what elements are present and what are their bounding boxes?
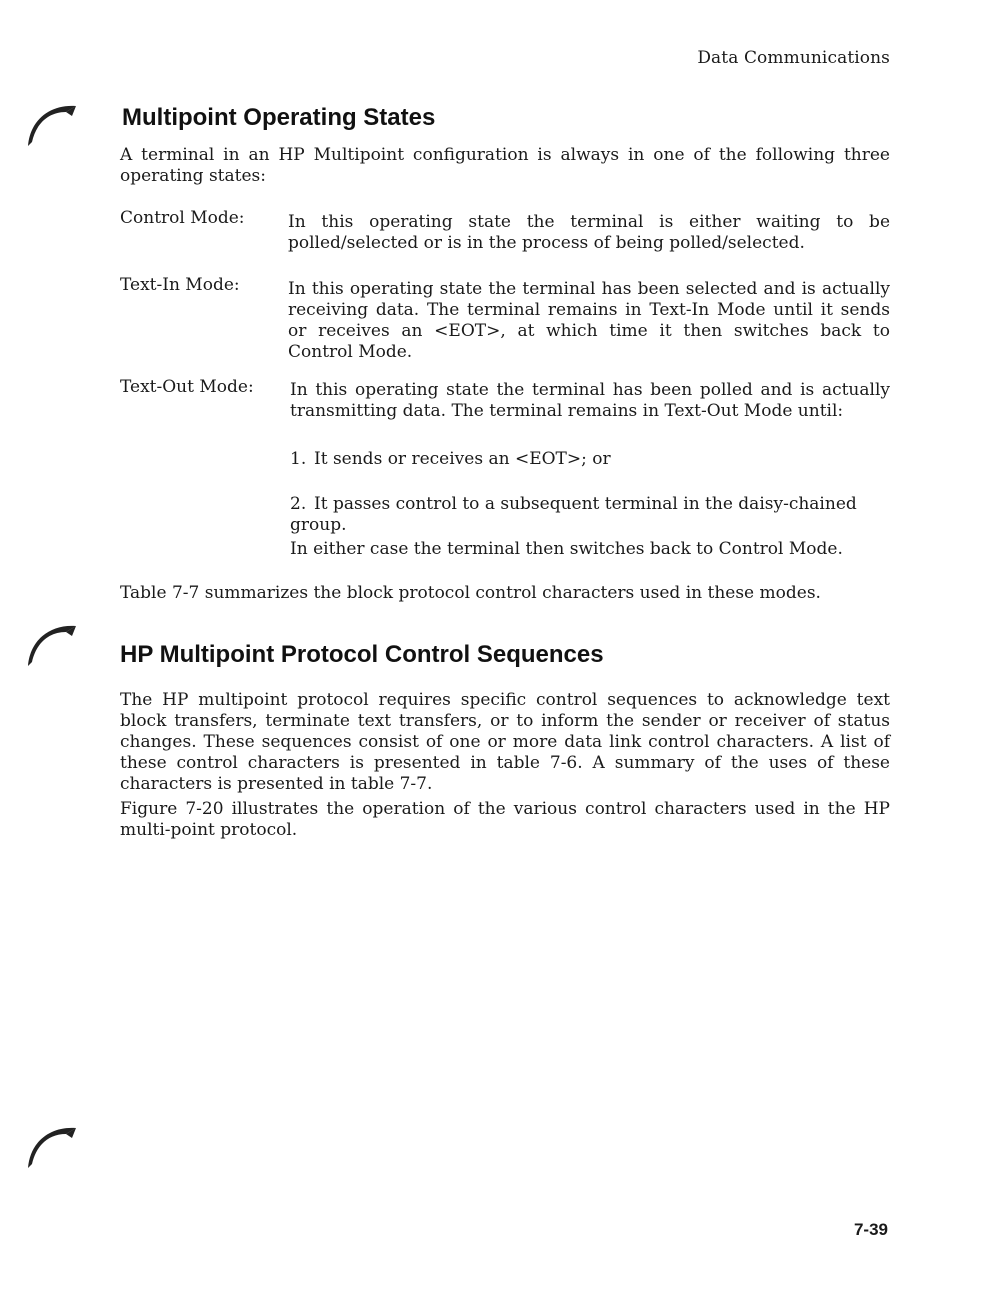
figure-reference-paragraph: Figure 7-20 illustrates the operation of the various control characters used in the HP multi-point protocol.: [120, 799, 890, 840]
definition-text-in-mode: In this operating state the terminal has been selected and is actually receiving data. The terminal remains in Text-In Mode until it sends or receives an <EOT>, at which time it then switches back to Control Mode.: [288, 279, 890, 362]
list-item: [290, 494, 890, 536]
definition-control-mode: In this operating state the terminal is either waiting to be polled/selected or is in the process of being polled/selected.: [288, 212, 890, 253]
term-control-mode: Control Mode:: [120, 208, 245, 228]
list-item-text: It sends or receives an <EOT>; or: [314, 449, 611, 469]
list-item-text: It passes control to a subsequent terminal in the daisy-chained group.: [290, 494, 857, 535]
list-item-number: 1.: [290, 449, 307, 469]
binder-hole-mark-icon: [26, 618, 86, 678]
text-out-closing: In either case the terminal then switches back to Control Mode.: [290, 539, 843, 559]
binder-hole-mark-icon: [26, 1120, 86, 1180]
page-number: 7-39: [853, 1220, 888, 1239]
binder-hole-mark-icon: [26, 98, 86, 158]
list-item-number: 2.: [290, 494, 307, 514]
running-header: Data Communications: [697, 48, 890, 68]
term-text-in-mode: Text-In Mode:: [120, 275, 240, 295]
control-sequences-paragraph: The HP multipoint protocol requires specific control sequences to acknowledge text block transfers, terminate text transfers, or to inform the sender or receiver of status changes. These sequences consist of one or more data link control characters. A list of these control characters is presented in table 7-6. A summary of the uses of these characters is presented in table 7-7.: [120, 690, 890, 794]
term-text-out-mode: Text-Out Mode:: [120, 377, 254, 397]
section-title-operating-states: Multipoint Operating States: [122, 104, 436, 131]
section-title-control-sequences: HP Multipoint Protocol Control Sequences: [120, 641, 604, 668]
intro-paragraph: A terminal in an HP Multipoint configuration is always in one of the following three operating states:: [120, 145, 890, 186]
summary-paragraph: Table 7-7 summarizes the block protocol control characters used in these modes.: [120, 583, 821, 603]
definition-text-out-mode: In this operating state the terminal has been polled and is actually transmitting data. The terminal remains in Text-Out Mode until:: [290, 380, 890, 421]
list-item: [290, 449, 890, 470]
